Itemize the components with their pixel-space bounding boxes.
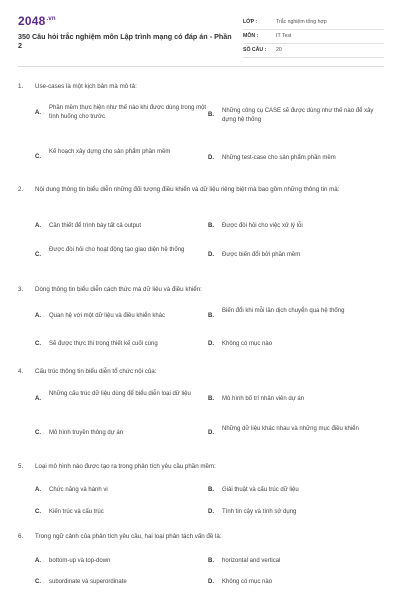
option-text: Kiến trúc và cấu trúc <box>49 509 104 515</box>
site-logo[interactable] <box>18 14 56 28</box>
option-letter: D. <box>208 430 214 436</box>
meta-row-class <box>243 16 384 30</box>
option-text: Những test-case cho sản phẩm phần mềm <box>222 155 336 161</box>
quiz-meta <box>243 16 384 58</box>
option-text: Mô hình bố trí nhân viên dự án <box>222 396 305 402</box>
option-letter: C. <box>35 430 41 436</box>
page-title: 350 Câu hỏi trắc nghiệm môn Lập trình mạng có đáp án - Phần 2 <box>18 32 232 50</box>
option-text: Được đòi hỏi cho việc xử lý lỗi <box>222 223 303 229</box>
option-text: Quan hệ với một dữ liệu và điều khiển khác <box>49 313 166 319</box>
question-text: Nội dung thông tin biểu diễn những đối tượng điều khiển và dữ liệu riêng biệt mà bao gồm những thông tin mà: <box>35 186 340 193</box>
option-letter: C. <box>35 252 41 258</box>
question-number: 5. <box>18 463 24 470</box>
logo-text: 2048 <box>18 14 46 28</box>
option-text: Những cấu trúc dữ liệu dùng để biểu diễn loại dữ liệu <box>49 391 191 397</box>
option-letter: B. <box>208 487 214 493</box>
option-letter: A. <box>35 313 41 319</box>
meta-label: LỚP : <box>243 19 258 25</box>
option-text: Những công cụ CASE sẽ được dùng như thế nào để xây dựng hệ thống <box>222 108 374 123</box>
option-text: Mô hình truyền thông dự án <box>49 430 124 436</box>
question-text: Cấu trúc thông tin biểu diễn tổ chức nội của: <box>35 368 157 375</box>
option-letter: A. <box>35 223 41 229</box>
option-text: Cần thiết để trình bày tất cả output <box>49 223 142 229</box>
option-letter: C. <box>35 341 41 347</box>
option-text: Giải thuật và cấu trúc dữ liệu <box>222 487 299 493</box>
option-letter: D. <box>208 252 214 258</box>
option-text: horizontal and vertical <box>222 558 281 564</box>
option-letter: C. <box>35 154 41 160</box>
option-letter: D. <box>208 341 214 347</box>
question-number: 3. <box>18 286 24 293</box>
question-text: Use-cases là một kịch bản mà mô tả: <box>35 83 137 90</box>
header-divider <box>18 66 384 67</box>
meta-label: MÔN : <box>243 33 259 39</box>
page-header <box>18 14 384 62</box>
option-letter: C. <box>35 509 41 515</box>
option-letter: A. <box>35 396 41 402</box>
meta-value: IT Test <box>276 33 292 39</box>
question-text: Trong ngữ cảnh của phân tích yêu cầu, hai loại phân tách vấn đề là: <box>35 533 222 540</box>
option-text: Được đòi hỏi cho hoạt động tạo giao diện hệ thống <box>49 247 185 253</box>
question-number: 6. <box>18 533 24 540</box>
option-text: subordinate và superordinate <box>49 579 127 585</box>
option-letter: C. <box>35 579 41 585</box>
meta-label: SỐ CÂU : <box>243 47 267 53</box>
option-letter: B. <box>208 313 214 319</box>
meta-value: Trắc nghiệm tổng hợp <box>276 19 327 25</box>
option-letter: D. <box>208 579 214 585</box>
option-letter: A. <box>35 558 41 564</box>
option-letter: D. <box>208 155 214 161</box>
question-number: 2. <box>18 186 24 193</box>
question-number: 4. <box>18 368 24 375</box>
question-text: Dòng thông tin biểu diễn cách thức mà dữ liệu và điều khiển: <box>35 286 202 293</box>
option-text: Sẽ được thực thi trong thiết kế cuối cùng <box>49 341 158 347</box>
meta-value: 20 <box>276 47 282 53</box>
option-letter: B. <box>208 112 214 118</box>
meta-row-subject <box>243 30 384 44</box>
option-text: Phần mềm thực hiện như thế nào khi được dùng trong một tình huống cho trước <box>49 105 207 120</box>
option-letter: B. <box>208 396 214 402</box>
option-letter: D. <box>208 509 214 515</box>
option-text: Tính tin cậy và tính sử dụng <box>222 509 297 515</box>
option-text: Biến đổi khi mỗi lần dịch chuyển qua hệ thống <box>222 308 345 314</box>
logo-suffix: .vn <box>46 16 56 22</box>
meta-row-count <box>243 44 384 58</box>
option-letter: A. <box>35 487 41 493</box>
option-text: Được biến đổi bởi phần mềm <box>222 252 301 258</box>
option-text: bottom-up và top-down <box>49 558 111 564</box>
option-text: Chức năng và hành vi <box>49 487 108 493</box>
option-letter: B. <box>208 223 214 229</box>
option-text: Không có mục nào <box>222 341 273 347</box>
option-letter: B. <box>208 558 214 564</box>
option-letter: A. <box>35 110 41 116</box>
question-text: Loại mô hình nào được tạo ra trong phân tích yêu cầu phần mềm: <box>35 463 216 470</box>
question-number: 1. <box>18 83 24 90</box>
option-text: Những dữ liệu khác nhau và những mục điều khiển <box>222 426 359 432</box>
option-text: Kế hoạch xây dựng cho sản phẩm phần mềm <box>49 149 171 155</box>
option-text: Không có mục nào <box>222 579 273 585</box>
